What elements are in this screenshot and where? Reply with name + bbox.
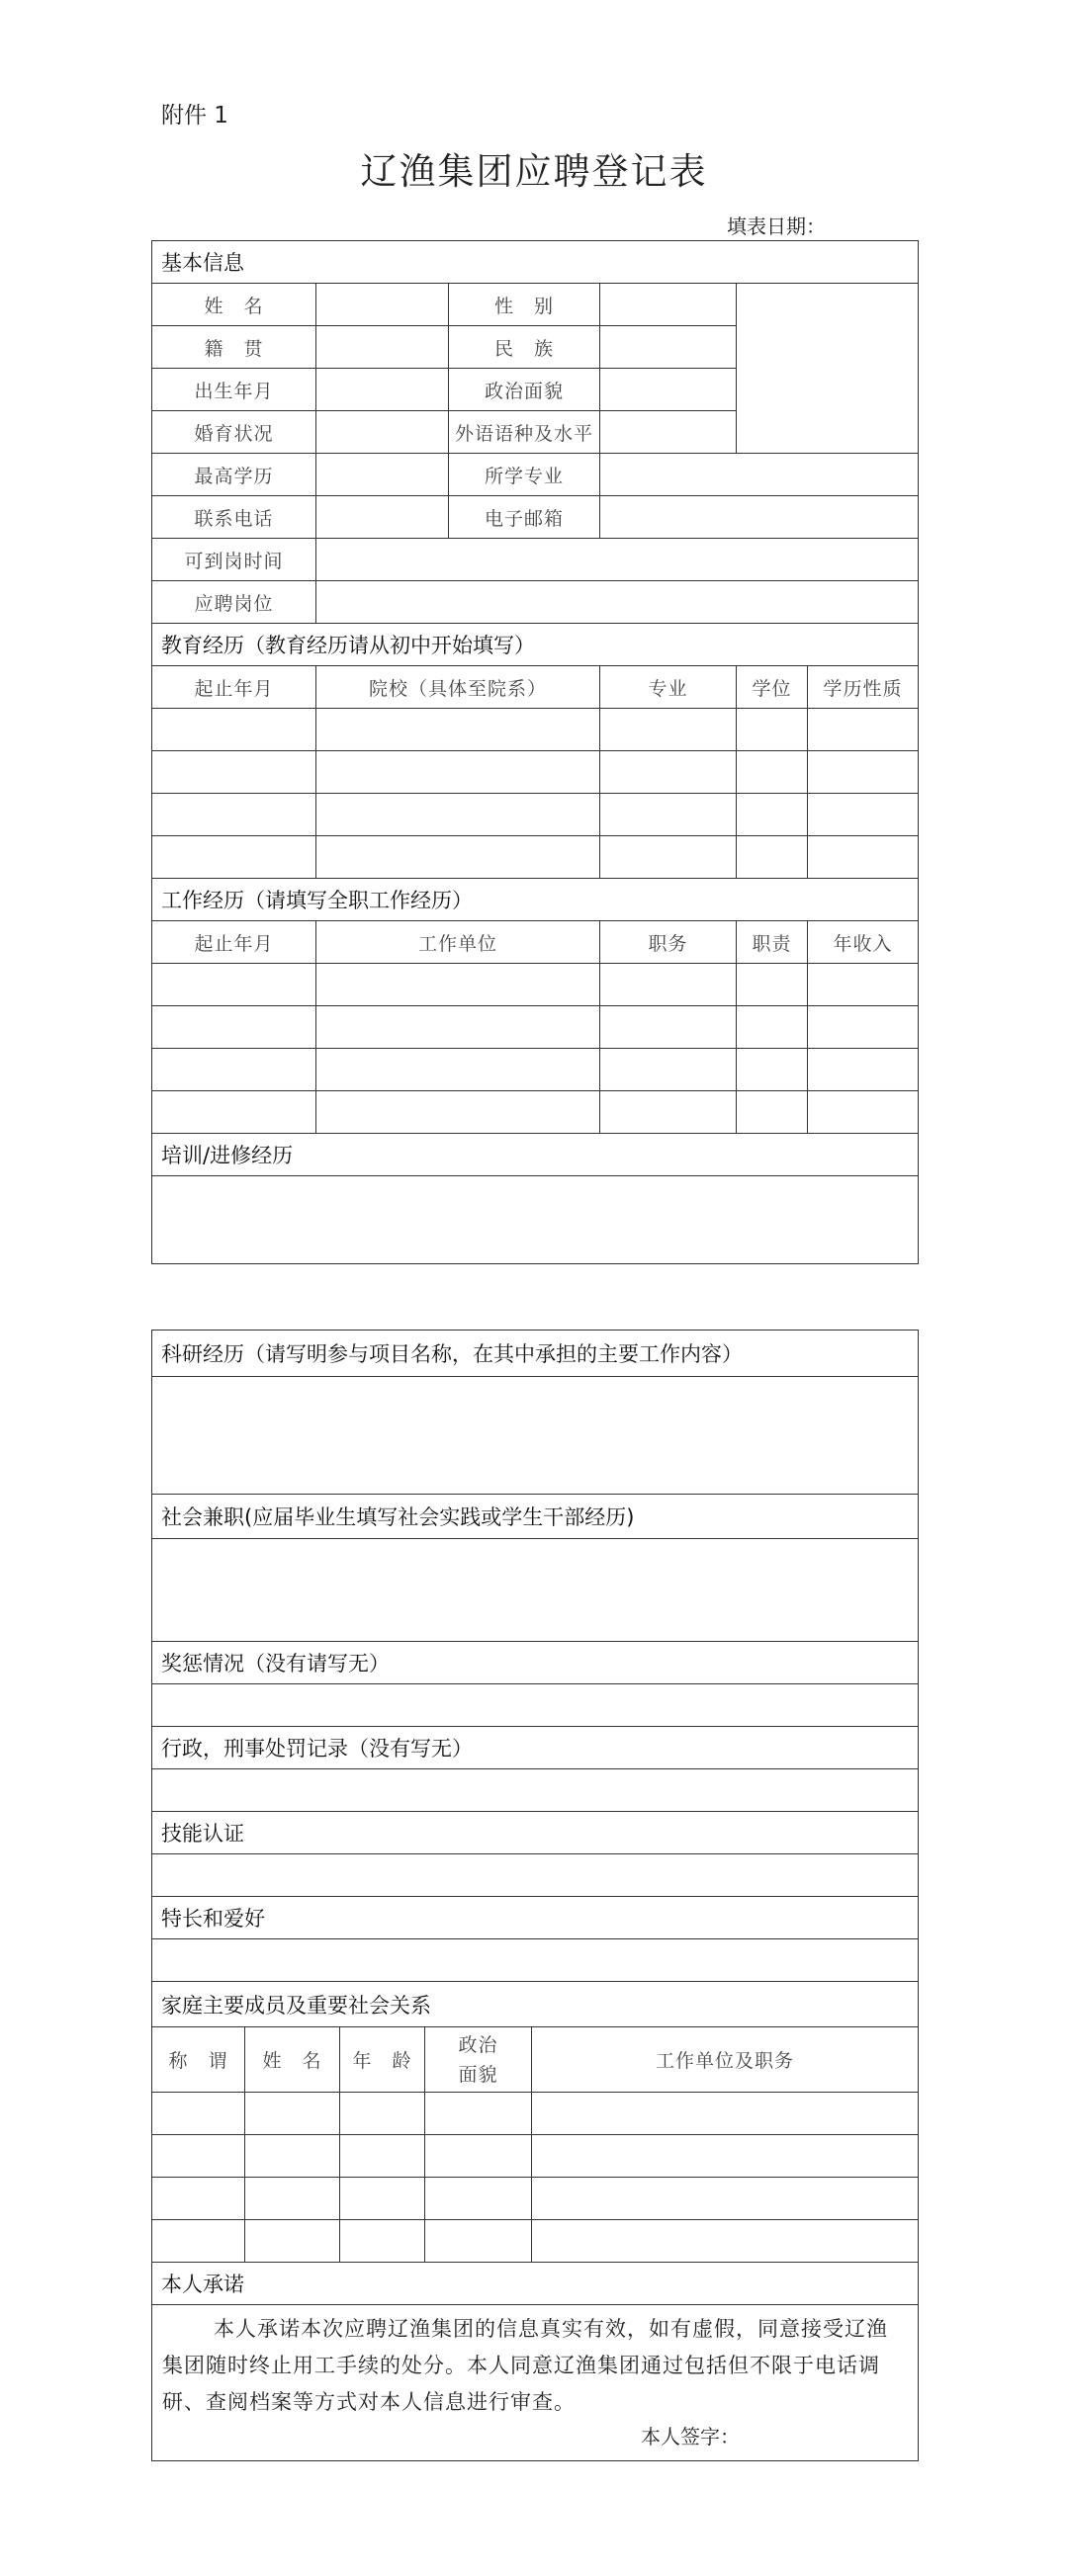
- registration-table-part-1: [151, 240, 919, 1264]
- family-cell[interactable]: [340, 2178, 425, 2220]
- phone-field[interactable]: [316, 496, 449, 539]
- family-cell[interactable]: [425, 2093, 532, 2135]
- family-cell[interactable]: [532, 2135, 919, 2178]
- education-section-title: 教育经历（教育经历请从初中开始填写）: [152, 624, 919, 666]
- pledge-section-title: 本人承诺: [152, 2263, 919, 2305]
- email-label: 电子邮箱: [449, 496, 600, 539]
- research-section-title: 科研经历（请写明参与项目名称，在其中承担的主要工作内容）: [152, 1331, 919, 1377]
- work-cell[interactable]: [737, 1049, 808, 1091]
- edu-cell[interactable]: [808, 709, 919, 751]
- research-field[interactable]: [152, 1377, 919, 1495]
- edu-cell[interactable]: [737, 794, 808, 836]
- edu-cell[interactable]: [152, 709, 316, 751]
- work-cell[interactable]: [808, 1091, 919, 1134]
- major-field[interactable]: [600, 454, 919, 496]
- family-cell[interactable]: [425, 2178, 532, 2220]
- language-field[interactable]: [600, 411, 737, 454]
- hobby-field[interactable]: [152, 1939, 919, 1982]
- edu-header-period: 起止年月: [152, 666, 316, 709]
- work-header-title: 职务: [600, 921, 737, 964]
- fill-date-label: 填表日期：: [727, 215, 826, 238]
- family-cell[interactable]: [152, 2178, 245, 2220]
- education-label: 最高学历: [152, 454, 316, 496]
- edu-cell[interactable]: [737, 751, 808, 794]
- edu-header-school: 院校（具体至院系）: [316, 666, 600, 709]
- edu-cell[interactable]: [316, 709, 600, 751]
- work-header-income: 年收入: [808, 921, 919, 964]
- edu-header-type: 学历性质: [808, 666, 919, 709]
- family-cell[interactable]: [532, 2178, 919, 2220]
- edu-cell[interactable]: [737, 709, 808, 751]
- work-cell[interactable]: [808, 1006, 919, 1049]
- email-field[interactable]: [600, 496, 919, 539]
- basic-info-section-title: 基本信息: [152, 241, 919, 284]
- family-row: [152, 2135, 919, 2178]
- work-header-duty: 职责: [737, 921, 808, 964]
- available-field[interactable]: [316, 539, 919, 581]
- work-cell[interactable]: [808, 1049, 919, 1091]
- edu-cell[interactable]: [152, 751, 316, 794]
- family-row: [152, 2093, 919, 2135]
- hobby-section-title: 特长和爱好: [152, 1897, 919, 1939]
- work-cell[interactable]: [600, 1091, 737, 1134]
- work-row: [152, 964, 919, 1006]
- work-header-company: 工作单位: [316, 921, 600, 964]
- work-cell[interactable]: [808, 964, 919, 1006]
- training-field[interactable]: [152, 1176, 919, 1264]
- penalty-field[interactable]: [152, 1769, 919, 1812]
- family-cell[interactable]: [340, 2135, 425, 2178]
- edu-row: [152, 836, 919, 879]
- work-row: [152, 1091, 919, 1134]
- gender-label: 性 别: [449, 284, 600, 326]
- family-header-political-text: 政治面貌: [458, 2033, 498, 2086]
- edu-cell[interactable]: [152, 794, 316, 836]
- available-label: 可到岗时间: [152, 539, 316, 581]
- major-label: 所学专业: [449, 454, 600, 496]
- edu-cell[interactable]: [316, 836, 600, 879]
- marital-field[interactable]: [316, 411, 449, 454]
- family-cell[interactable]: [245, 2178, 340, 2220]
- work-cell[interactable]: [316, 1091, 600, 1134]
- penalty-section-title: 行政，刑事处罚记录（没有写无）: [152, 1727, 919, 1769]
- awards-section-title: 奖惩情况（没有请写无）: [152, 1642, 919, 1684]
- position-field[interactable]: [316, 581, 919, 624]
- work-header-period: 起止年月: [152, 921, 316, 964]
- origin-field[interactable]: [316, 326, 449, 369]
- political-label: 政治面貌: [449, 369, 600, 411]
- family-header-political: [425, 2027, 532, 2093]
- edu-row: [152, 794, 919, 836]
- origin-label: 籍 贯: [152, 326, 316, 369]
- work-cell[interactable]: [737, 1091, 808, 1134]
- family-header-work: 工作单位及职务: [532, 2027, 919, 2093]
- work-row: [152, 1049, 919, 1091]
- family-row: [152, 2220, 919, 2263]
- language-label: 外语语种及水平: [449, 411, 600, 454]
- work-cell[interactable]: [316, 1006, 600, 1049]
- work-cell[interactable]: [737, 1006, 808, 1049]
- social-field[interactable]: [152, 1539, 919, 1642]
- work-section-title: 工作经历（请填写全职工作经历）: [152, 879, 919, 921]
- pledge-text: 本人承诺本次应聘辽渔集团的信息真实有效，如有虚假，同意接受辽渔集团随时终止用工手续的处分。本人同意辽渔集团通过包括但不限于电话调研、查阅档案等方式对本人信息进行审查。: [162, 2317, 888, 2414]
- family-cell[interactable]: [152, 2135, 245, 2178]
- gender-field[interactable]: [600, 284, 737, 326]
- work-cell[interactable]: [600, 1049, 737, 1091]
- edu-cell[interactable]: [600, 836, 737, 879]
- registration-table-part-2: [151, 1330, 919, 2461]
- edu-cell[interactable]: [808, 751, 919, 794]
- family-cell[interactable]: [532, 2220, 919, 2263]
- family-cell[interactable]: [245, 2220, 340, 2263]
- attachment-label: 附件 1: [161, 103, 228, 129]
- training-section-title: 培训/进修经历: [152, 1134, 919, 1176]
- education-field[interactable]: [316, 454, 449, 496]
- phone-label: 联系电话: [152, 496, 316, 539]
- edu-cell[interactable]: [808, 794, 919, 836]
- edu-header-degree: 学位: [737, 666, 808, 709]
- family-row: [152, 2178, 919, 2220]
- edu-row: [152, 751, 919, 794]
- pledge-box: [152, 2305, 919, 2461]
- family-cell[interactable]: [245, 2135, 340, 2178]
- political-field[interactable]: [600, 369, 737, 411]
- work-cell[interactable]: [316, 964, 600, 1006]
- work-cell[interactable]: [152, 964, 316, 1006]
- signature-label[interactable]: 本人签字：: [641, 2425, 741, 2448]
- edu-cell[interactable]: [316, 794, 600, 836]
- work-cell[interactable]: [600, 1006, 737, 1049]
- photo-box[interactable]: [737, 284, 919, 454]
- family-cell[interactable]: [340, 2220, 425, 2263]
- marital-label: 婚育状况: [152, 411, 316, 454]
- family-header-relation: 称 谓: [152, 2027, 245, 2093]
- skills-field[interactable]: [152, 1854, 919, 1897]
- skills-section-title: 技能认证: [152, 1812, 919, 1854]
- ethnicity-label: 民 族: [449, 326, 600, 369]
- family-cell[interactable]: [245, 2093, 340, 2135]
- edu-cell[interactable]: [600, 751, 737, 794]
- ethnicity-field[interactable]: [600, 326, 737, 369]
- form-title: 辽渔集团应聘登记表: [360, 150, 708, 193]
- family-cell[interactable]: [425, 2135, 532, 2178]
- edu-header-major: 专业: [600, 666, 737, 709]
- family-cell[interactable]: [340, 2093, 425, 2135]
- family-section-title: 家庭主要成员及重要社会关系: [152, 1982, 919, 2027]
- edu-cell[interactable]: [808, 836, 919, 879]
- work-cell[interactable]: [152, 1049, 316, 1091]
- name-field[interactable]: [316, 284, 449, 326]
- family-cell[interactable]: [152, 2093, 245, 2135]
- family-cell[interactable]: [532, 2093, 919, 2135]
- family-header-name: 姓 名: [245, 2027, 340, 2093]
- edu-cell[interactable]: [316, 751, 600, 794]
- social-section-title: 社会兼职(应届毕业生填写社会实践或学生干部经历): [152, 1495, 919, 1539]
- edu-cell[interactable]: [600, 709, 737, 751]
- work-cell[interactable]: [152, 1091, 316, 1134]
- edu-cell[interactable]: [152, 836, 316, 879]
- work-cell[interactable]: [737, 964, 808, 1006]
- family-header-age: 年 龄: [340, 2027, 425, 2093]
- awards-field[interactable]: [152, 1684, 919, 1727]
- position-label: 应聘岗位: [152, 581, 316, 624]
- work-cell[interactable]: [316, 1049, 600, 1091]
- birth-label: 出生年月: [152, 369, 316, 411]
- family-cell[interactable]: [425, 2220, 532, 2263]
- name-label: 姓 名: [152, 284, 316, 326]
- birth-field[interactable]: [316, 369, 449, 411]
- work-cell[interactable]: [600, 964, 737, 1006]
- edu-row: [152, 709, 919, 751]
- work-cell[interactable]: [152, 1006, 316, 1049]
- edu-cell[interactable]: [600, 794, 737, 836]
- family-cell[interactable]: [152, 2220, 245, 2263]
- work-row: [152, 1006, 919, 1049]
- edu-cell[interactable]: [737, 836, 808, 879]
